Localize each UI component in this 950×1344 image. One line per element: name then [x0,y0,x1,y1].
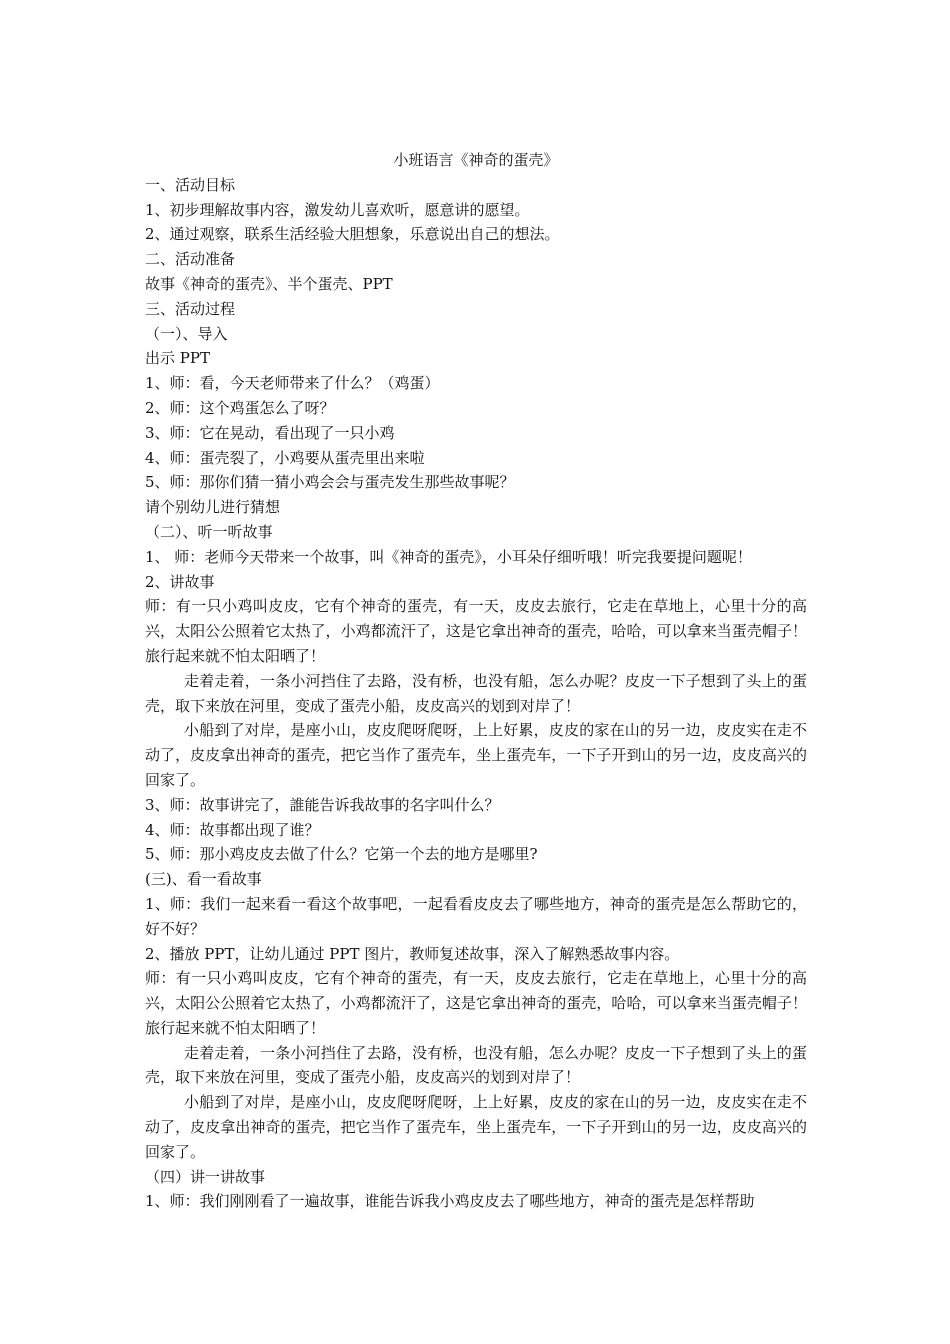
document-page [145,148,807,1214]
listen-q4: 4、师：故事都出现了谁？ [145,820,320,839]
story1-paragraph-1: 师：有一只小鸡叫皮皮，它有个神奇的蛋壳，有一天，皮皮去旅行，它走在草地上，心里十分的高兴，太阳公公照着它太热了，小鸡都流汗了，这是它拿出神奇的蛋壳，哈哈，可以拿来当蛋壳帽子！旅行起来就不怕太阳晒了！ [145,597,807,665]
story2-paragraph-2: 走着走着，一条小河挡住了去路，没有桥，也没有船，怎么办呢？皮皮一下子想到了头上的蛋壳，取下来放在河里，变成了蛋壳小船，皮皮高兴的划到对岸了！ [145,1043,807,1087]
subheading-intro: （一）、导入 [145,324,228,343]
intro-q5: 5、师：那你们猜一猜小鸡会会与蛋壳发生那些故事呢？ [145,473,515,492]
subheading-listen: （二）、听一听故事 [145,522,273,541]
heading-objectives: 一、活动目标 [145,175,236,194]
intro-q4: 4、师：蛋壳裂了，小鸡要从蛋壳里出来啦 [145,448,425,467]
subheading-retell: （四）讲一讲故事 [145,1167,266,1186]
story1-paragraph-2: 走着走着，一条小河挡住了去路，没有桥，也没有船，怎么办呢？皮皮一下子想到了头上的蛋壳，取下来放在河里，变成了蛋壳小船，皮皮高兴的划到对岸了！ [145,671,807,715]
listen-q1: 1、 师：老师今天带来一个故事，叫《神奇的蛋壳》，小耳朵仔细听哦！听完我要提问题呢！ [145,547,752,566]
subheading-watch: (三)、看一看故事 [145,870,262,889]
preparation-items: 故事《神奇的蛋壳》、半个蛋壳、PPT [145,274,393,293]
intro-show-ppt: 出示 PPT [145,349,210,368]
objective-2: 2、通过观察，联系生活经验大胆想象，乐意说出自己的想法。 [145,225,560,244]
intro-guess: 请个别幼儿进行猜想 [145,498,281,517]
listen-tell-story: 2、讲故事 [145,572,215,591]
retell-q1: 1、师：我们刚刚看了一遍故事，谁能告诉我小鸡皮皮去了哪些地方，神奇的蛋壳是怎样帮助 [145,1192,755,1211]
story1-paragraph-3: 小船到了对岸，是座小山，皮皮爬呀爬呀，上上好累，皮皮的家在山的另一边，皮皮实在走不动了，皮皮拿出神奇的蛋壳，把它当作了蛋壳车，坐上蛋壳车，一下子开到山的另一边，皮皮高兴的回家了。 [145,721,807,789]
objective-1: 1、初步理解故事内容，激发幼儿喜欢听，愿意讲的愿望。 [145,200,530,219]
intro-q3: 3、师：它在晃动，看出现了一只小鸡 [145,423,395,442]
watch-q2: 2、播放 PPT，让幼儿通过 PPT 图片，教师复述故事，深入了解熟悉故事内容。 [145,944,680,963]
intro-q1: 1、师：看，今天老师带来了什么？（鸡蛋） [145,374,440,393]
listen-q5: 5、师：那小鸡皮皮去做了什么？它第一个去的地方是哪里? [145,845,538,864]
heading-process: 三、活动过程 [145,299,236,318]
listen-q3: 3、师：故事讲完了，誰能告诉我故事的名字叫什么？ [145,795,500,814]
story2-paragraph-1: 师：有一只小鸡叫皮皮，它有个神奇的蛋壳，有一天，皮皮去旅行，它走在草地上，心里十分的高兴，太阳公公照着它太热了，小鸡都流汗了，这是它拿出神奇的蛋壳，哈哈，可以拿来当蛋壳帽子！旅行起来就不怕太阳晒了！ [145,969,807,1037]
intro-q2: 2、师：这个鸡蛋怎么了呀？ [145,398,335,417]
story2-paragraph-3: 小船到了对岸，是座小山，皮皮爬呀爬呀，上上好累，皮皮的家在山的另一边，皮皮实在走不动了，皮皮拿出神奇的蛋壳，把它当作了蛋壳车，坐上蛋壳车，一下子开到山的另一边，皮皮高兴的回家了。 [145,1093,807,1161]
document-title: 小班语言《神奇的蛋壳》 [393,151,559,169]
watch-q1: 1、师：我们一起来看一看这个故事吧，一起看看皮皮去了哪些地方，神奇的蛋壳是怎么帮助它的，好不好？ [145,894,807,938]
heading-preparation: 二、活动准备 [145,250,236,269]
